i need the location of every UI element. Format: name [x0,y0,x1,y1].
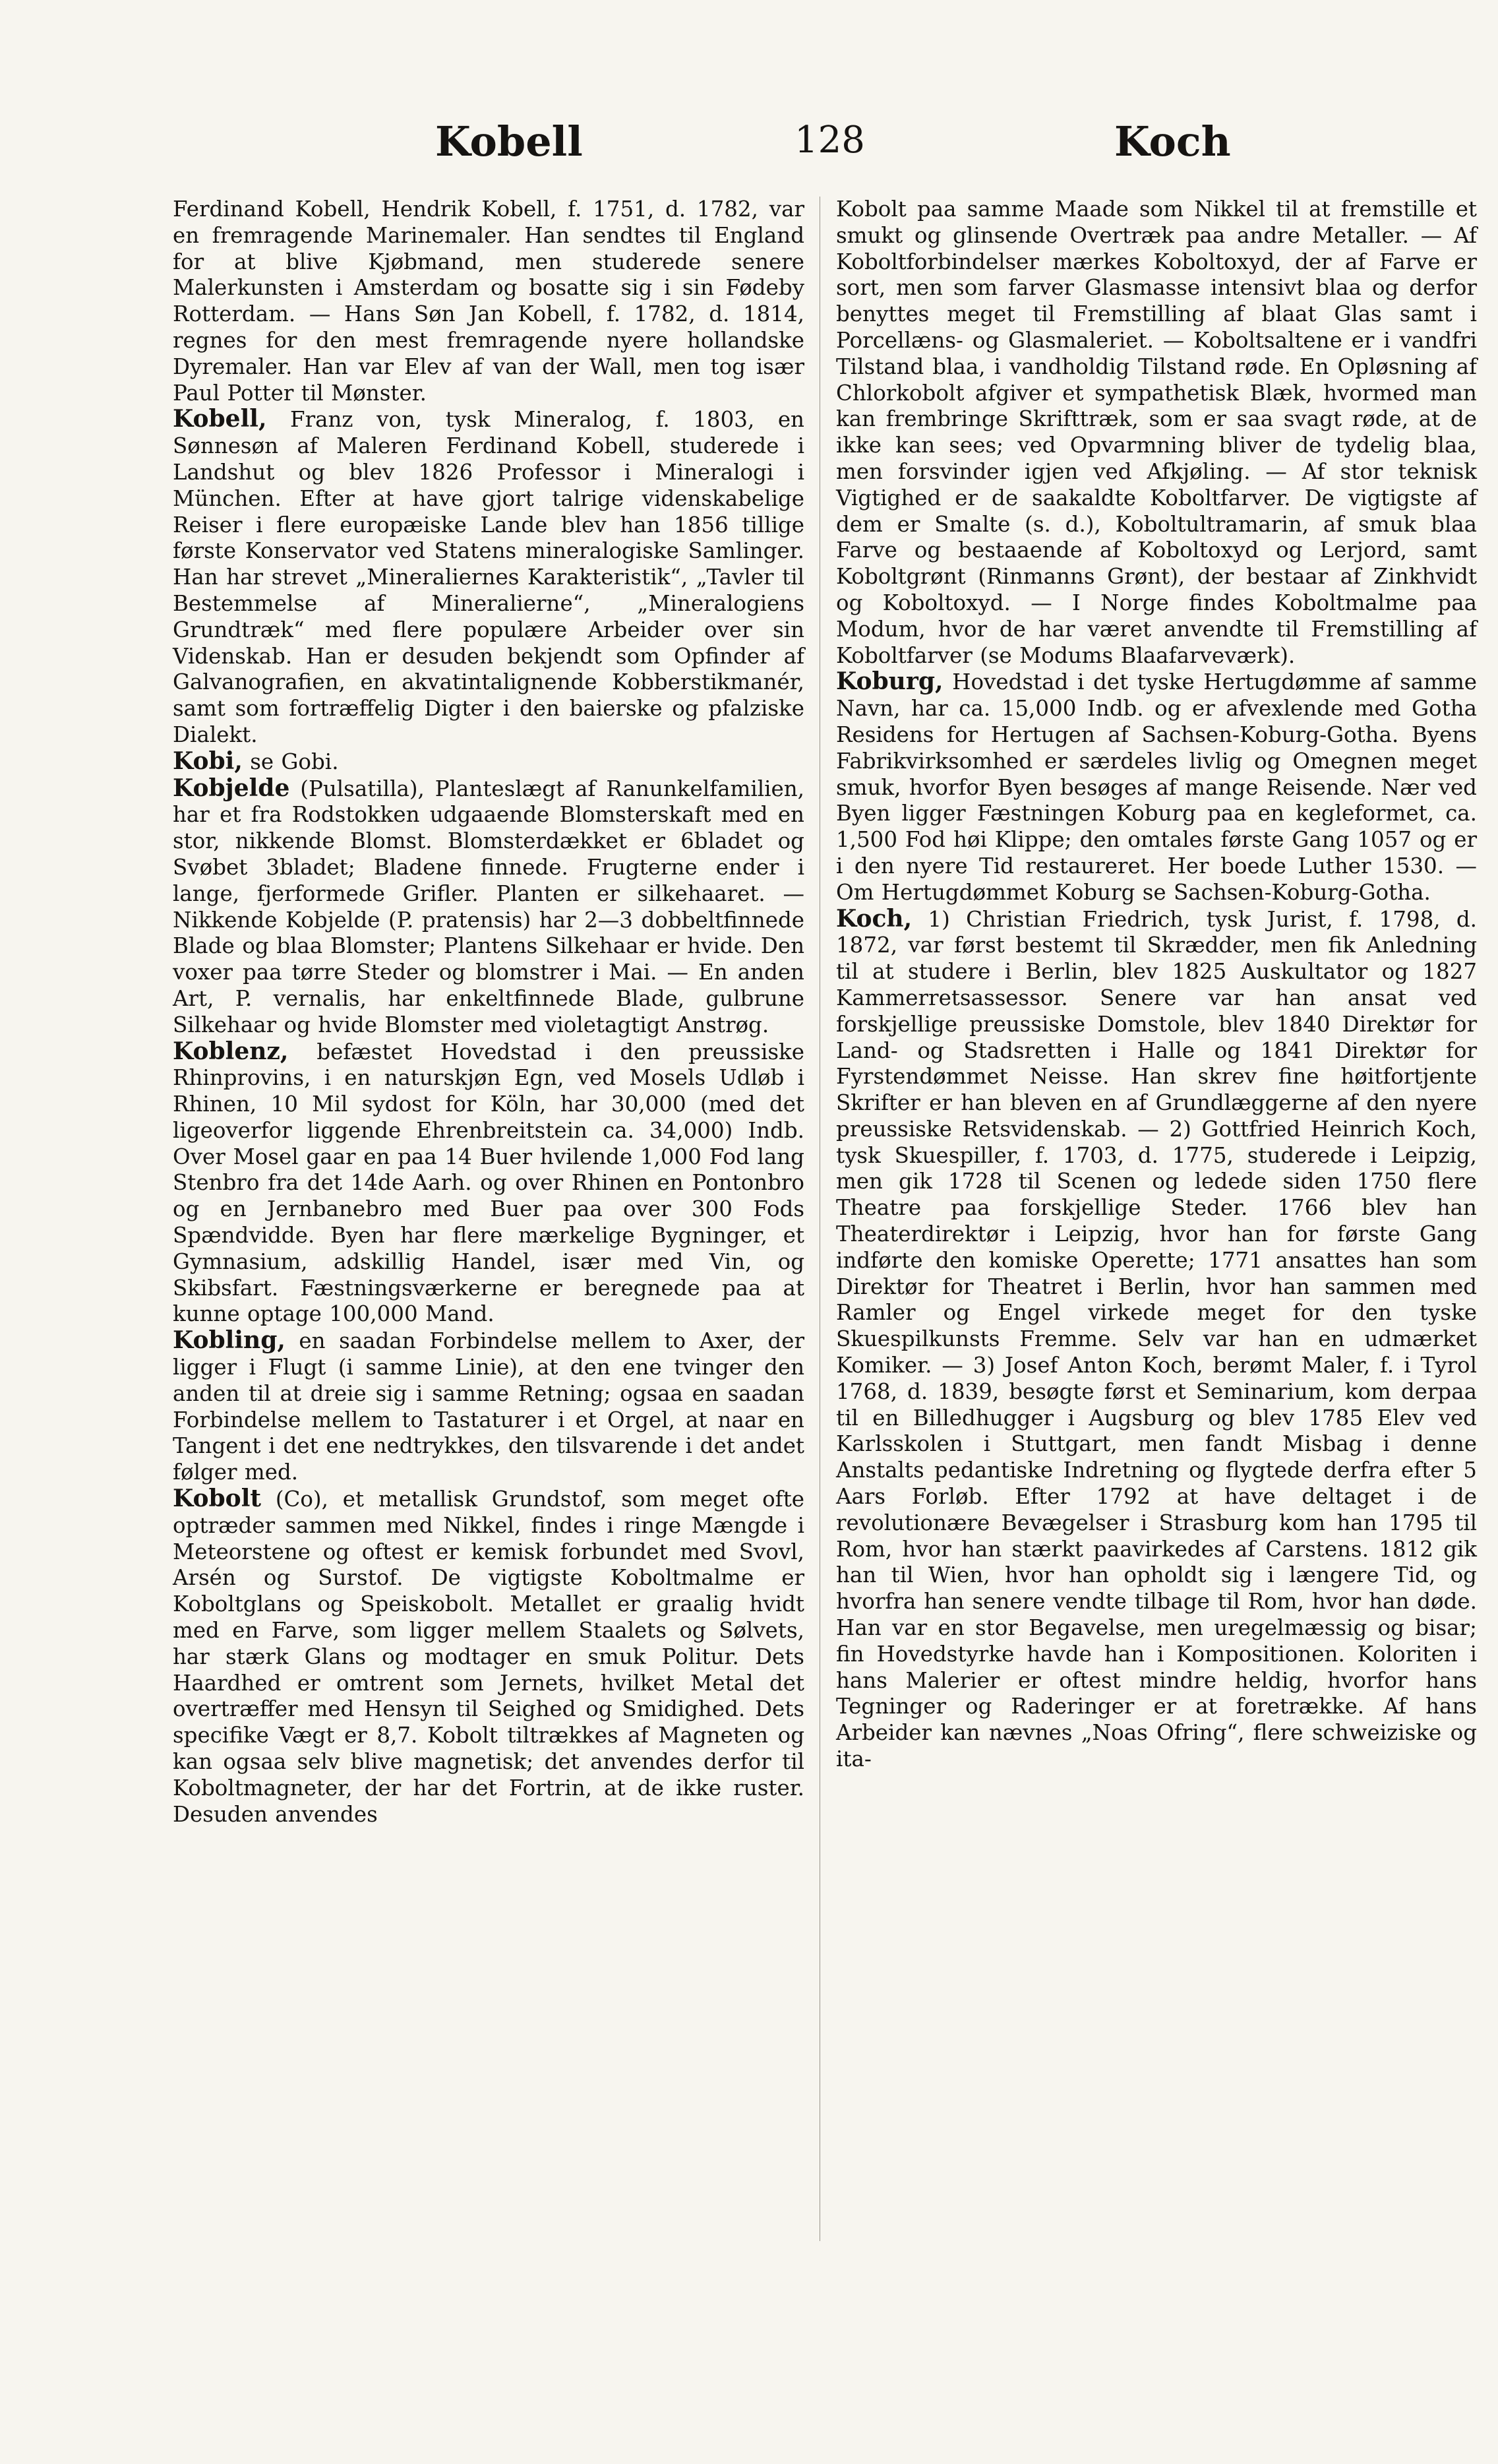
entry-text: Kobolt paa samme Maade som Nikkel til at fremstille et smukt og glinsende Overtræk paa andre Metaller. — Af Koboltforbindelser mærkes Koboltoxyd, der af Farve er sort, men som farver Glasmasse intensivt blaa og derfor benyttes meget til Fremstilling af blaat Glas samt i Porcellæns- og Glasmaleriet. — Koboltsaltene er i vandfri Tilstand blaa, i vandholdig Tilstand røde. En Opløsning af Chlorkobolt afgiver et sympathetisk Blæk, hvormed man kan frembringe Skrifttræk, som er saa svagt røde, at de ikke kan sees; ved Opvarmning bliver de tydelig blaa, men forsvinder igjen ved Afkjøling. — Af stor teknisk Vigtighed er de saakaldte Koboltfarver. De vigtigste af dem er Smalte (s. d.), Koboltultramarin, af smuk blaa Farve og bestaaende af Koboltoxyd og Lerjord, samt Koboltgrønt (Rinmanns Grønt), der bestaar af Zinkhvidt og Koboltoxyd. — I Norge findes Koboltmalme paa Modum, hvor de har været anvendte til Fremstilling af Koboltfarver (se Modums Blaafarveværk). [836,197,1477,668]
entry-text: Hovedstad i det tyske Hertugdømme af samme Navn, har ca. 15,000 Indb. og er afvexlende med Gotha Residens for Hertugen af Sachsen-Koburg-Gotha. Byens Fabrikvirksomhed er særdeles livlig og Omegnen meget smuk, hvorfor Byen besøges af mange Reisende. Nær ved Byen ligger Fæstningen Koburg paa en kegleformet, ca. 1,500 Fod høi Klippe; den omtales første Gang 1057 og er i den nyere Tid restaureret. Her boede Luther 1530. — Om Hertugdømmet Koburg se Sachsen-Koburg-Gotha. [836,669,1477,905]
dictionary-entry [173,406,804,748]
entry-headword: Kobling, [173,1326,285,1355]
entry-headword: Kobjelde [173,774,290,802]
left-running-headword: Kobell [435,117,583,166]
entry-text: en saadan Forbindelse mellem to Axer, der ligger i Flugt (i samme Linie), at den ene tvinger den anden til at dreie sig i samme Retning; ogsaa en saadan Forbindelse mellem to Tastaturer i et Orgel, at naar en Tangent i det ene nedtrykkes, den tilsvarende i det andet følger med. [173,1328,804,1485]
entry-text: (Pulsatilla), Planteslægt af Ranunkelfamilien, har et fra Rodstokken udgaaende Blomsterskaft med en stor, nikkende Blomst. Blomsterdækket er 6bladet og Svøbet 3bladet; Bladene finnede. Frugterne ender i lange, fjerformede Grifler. Planten er silkehaaret. — Nikkende Kobjelde (P. pratensis) har 2—3 dobbeltfinnede Blade og blaa Blomster; Plantens Silkehaar er hvide. Den voxer paa tørre Steder og blomstrer i Mai. — En anden Art, P. vernalis, har enkeltfinnede Blade, gulbrune Silkehaar og hvide Blomster med violetagtigt Anstrøg. [173,776,804,1037]
page-number: 128 [794,119,865,162]
dictionary-entry [173,1039,804,1328]
entry-headword: Kobi, [173,747,243,775]
entry-headword: Kobolt [173,1485,261,1513]
entry-text: Franz von, tysk Mineralog, f. 1803, en Sønnesøn af Maleren Ferdinand Kobell, studerede i Landshut og blev 1826 Professor i Mineralogi i München. Efter at have gjort talrige videnskabelige Reiser i flere europæiske Lande blev han 1856 tillige første Konservator ved Statens mineralogiske Samlinger. Han har strevet „Mineraliernes Karakteristik“, „Tavler til Bestemmelse af Mineralierne“, „Mineralogiens Grundtræk“ med flere populære Arbeider over sin Videnskab. Han er desuden bekjendt som Opfinder af Galvanografien, en akvatintalignende Kobberstikmanér, samt som fortræffelig Digter i den baierske og pfalziske Dialekt. [173,407,804,747]
entry-text: 1) Christian Friedrich, tysk Jurist, f. 1798, d. 1872, var først bestemt til Skrædder, men fik Anledning til at studere i Berlin, blev 1825 Auskultator og 1827 Kammerretsassessor. Senere var han ansat ved forskjellige preussiske Domstole, blev 1840 Direktør for Land- og Stadsretten i Halle og 1841 Direktør for Fyrstendømmet Neisse. Han skrev fine høitfortjente Skrifter er han bleven en af Grundlæggerne af den nyere preussiske Retsvidenskab. — 2) Gottfried Heinrich Koch, tysk Skuespiller, f. 1703, d. 1775, studerede i Leipzig, men gik 1728 til Scenen og ledede siden 1750 flere Theatre paa forskjellige Steder. 1766 blev han Theaterdirektør i Leipzig, hvor han for første Gang indførte den komiske Operette; 1771 ansattes han som Direktør for Theatret i Berlin, hvor han sammen med Ramler og Engel virkede meget for den tyske Skuespilkunsts Fremme. Selv var han en udmærket Komiker. — 3) Josef Anton Koch, berømt Maler, f. i Tyrol 1768, d. 1839, besøgte først et Seminarium, kom derpaa til en Billedhugger i Augsburg og blev 1785 Elev ved Karlsskolen i Stuttgart, men fandt Misbag i denne Anstalts pedantiske Indretning og flygtede derfra efter 5 Aars Forløb. Efter 1792 at have deltaget i de revolutionære Bevægelser i Strasburg kom han 1795 til Rom, hvor han stærkt paavirkedes af Carstens. 1812 gik han til Wien, hvor han opholdt sig i længere Tid, og hvorfra han senere vendte tilbage til Rom, hvor han døde. Han var en stor Begavelse, men uregelmæssig og bisar; fin Hovedstyrke havde han i Kompositionen. Koloriten i hans Malerier er oftest mindre heldig, hvorfor hans Tegninger og Raderinger er at foretrække. Af hans Arbeider kan nævnes „Noas Ofring“, flere schweiziske og ita- [836,906,1477,1772]
page-header [0,99,1498,191]
dictionary-entry [173,749,804,776]
entry-headword: Koblenz, [173,1037,289,1065]
entry-text: Ferdinand Kobell, Hendrik Kobell, f. 1751, d. 1782, var en fremragende Marinemaler. Han sendtes til England for at blive Kjøbmand, men studerede senere Malerkunsten i Amsterdam og bosatte sig i sin Fødeby Rotterdam. — Hans Søn Jan Kobell, f. 1782, d. 1814, regnes for den mest fremragende nyere hollandske Dyremaler. Han var Elev af van der Wall, men tog især Paul Potter til Mønster. [173,197,804,406]
entry-headword: Koch, [836,904,913,933]
dictionary-entry [173,776,804,1039]
entry-headword: Kobell, [173,405,267,433]
dictionary-entry [836,197,1477,669]
left-column [173,197,804,1828]
entry-text: (Co), et metallisk Grundstof, som meget ofte optræder sammen med Nikkel, findes i ringe Mængde i Meteorstene og oftest er kemisk forbundet med Svovl, Arsén og Surstof. De vigtigste Koboltmalme er Koboltglans og Speiskobolt. Metallet er graalig hvidt med en Farve, som ligger mellem Staalets og Sølvets, har stærk Glans og modtager en smuk Politur. Dets Haardhed er omtrent som Jernets, hvilket Metal det overtræffer med Hensyn til Seighed og Smidighed. Dets specifike Vægt er 8,7. Kobolt tiltrækkes af Magneten og kan ogsaa selv blive magnetisk; det anvendes derfor til Koboltmagneter, der har det Fortrin, at de ikke ruster. Desuden anvendes [173,1487,804,1827]
dictionary-entry [173,1328,804,1486]
right-running-headword: Koch [1114,117,1231,166]
dictionary-entry [173,197,804,406]
entry-headword: Koburg, [836,667,944,696]
right-column [836,197,1477,1773]
dictionary-entry [836,669,1477,906]
entry-text: se Gobi. [242,749,339,774]
dictionary-entry [836,906,1477,1773]
dictionary-entry [173,1486,804,1828]
entry-text: befæstet Hovedstad i den preussiske Rhinprovins, i en naturskjøn Egn, ved Mosels Udløb i Rhinen, 10 Mil sydost for Köln, har 30,000 (med det ligeoverfor liggende Ehrenbreitstein ca. 34,000) Indb. Over Mosel gaar en paa 14 Buer hvilende 1,000 Fod lang Stenbro fra det 14de Aarh. og over Rhinen en Pontonbro og en Jernbanebro med Buer paa over 300 Fods Spændvidde. Byen har flere mærkelige Bygninger, et Gymnasium, adskillig Handel, især med Vin, og Skibsfart. Fæstningsværkerne er beregnede paa at kunne optage 100,000 Mand. [173,1039,804,1327]
